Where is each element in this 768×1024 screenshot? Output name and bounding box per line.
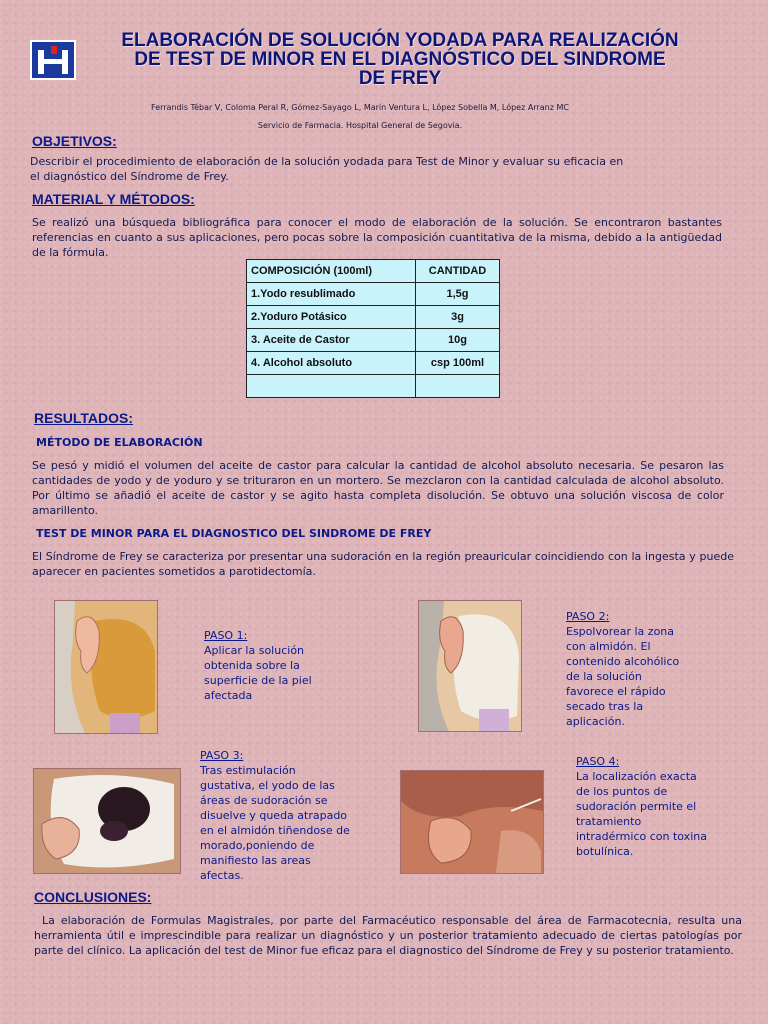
paso-4-line: de los puntos de xyxy=(576,785,668,798)
metodo-subheading: MÉTODO DE ELABORACIÓN xyxy=(36,436,203,449)
paso-2-line: aplicación. xyxy=(566,715,625,728)
paso-2-line: secado tras la xyxy=(566,700,644,713)
table-header-composicion: COMPOSICIÓN (100ml) xyxy=(247,260,416,283)
objetivos-line-1: Describir el procedimiento de elaboración de la solución yodada para Test de Minor y evaluar su eficacia en xyxy=(30,155,624,168)
paso-2-line: favorece el rápido xyxy=(566,685,666,698)
table-row xyxy=(247,306,500,329)
paso-1-line: superficie de la piel xyxy=(204,674,312,687)
authors: Ferrandis Tébar V, Coloma Peral R, Gómez-Sayago L, Marín Ventura L, López Sobella M, López Arranz MC xyxy=(151,103,569,112)
conclusiones-heading: CONCLUSIONES: xyxy=(34,889,152,905)
paso-3-line: morado,poniendo de xyxy=(200,839,315,852)
paso-4-title: PASO 4: xyxy=(576,755,620,768)
table-row xyxy=(247,283,500,306)
paso-2-line: Espolvorear la zona xyxy=(566,625,675,638)
material-heading: MATERIAL Y MÉTODOS: xyxy=(32,191,195,207)
table-cell: 2.Yoduro Potásico xyxy=(247,306,416,329)
resultados-heading: RESULTADOS: xyxy=(34,410,134,426)
paso-1-line: obtenida sobre la xyxy=(204,659,300,672)
title-line-1: ELABORACIÓN DE SOLUCIÓN YODADA PARA REALIZACIÓN xyxy=(121,30,679,51)
table-header-row xyxy=(247,260,500,283)
table-cell: csp 100ml xyxy=(416,352,500,375)
paso-3-line: manifiesto las areas xyxy=(200,854,311,867)
paso-4-line: La localización exacta xyxy=(576,770,697,783)
title-line-2: DE TEST DE MINOR EN EL DIAGNÓSTICO DEL SINDROME xyxy=(134,49,666,70)
paso-3-line: disuelve y queda atrapado xyxy=(200,809,348,822)
paso-1-line: Aplicar la solución xyxy=(204,644,305,657)
table-row xyxy=(247,329,500,352)
hospital-logo xyxy=(30,40,76,80)
test-minor-subheading: TEST DE MINOR PARA EL DIAGNOSTICO DEL SINDROME DE FREY xyxy=(36,527,432,540)
table-cell: 3. Aceite de Castor xyxy=(247,329,416,352)
table-cell xyxy=(247,375,416,398)
paso-4-line: tratamiento xyxy=(576,815,642,828)
paso-3-line: gustativa, el yodo de las xyxy=(200,779,335,792)
table-cell: 3g xyxy=(416,306,500,329)
paso-2 xyxy=(566,609,679,729)
table-cell: 10g xyxy=(416,329,500,352)
metodo-text: Se pesó y midió el volumen del aceite de castor para calcular la cantidad de alcohol absoluto necesaria. Se pesaron las cantidades de yodo y de yoduro y se trituraron en un mortero. Se mezclaron con la cantidad calculada de alcohol absoluto. Por último se añadió el aceite de castor y se agito hasta completa disolución. Se obtuvo una solución viscosa de color amarillento. xyxy=(32,459,724,517)
photo-paso-3 xyxy=(33,768,181,874)
table-cell: 1,5g xyxy=(416,283,500,306)
composition-table xyxy=(246,259,500,398)
objetivos-heading: OBJETIVOS: xyxy=(32,133,117,149)
title-line-3: DE FREY xyxy=(358,68,442,89)
table-row xyxy=(247,375,500,398)
paso-2-title: PASO 2: xyxy=(566,610,610,623)
paso-1-line: afectada xyxy=(204,689,253,702)
paso-3-line: áreas de sudoración se xyxy=(200,794,328,807)
paso-1-title: PASO 1: xyxy=(204,629,248,642)
paso-3-line: afectas. xyxy=(200,869,244,882)
paso-1 xyxy=(204,628,312,703)
paso-3 xyxy=(200,748,350,883)
table-header-cantidad: CANTIDAD xyxy=(416,260,500,283)
paso-3-line: en el almidón tiñendose de xyxy=(200,824,350,837)
paso-4 xyxy=(576,754,707,859)
table-cell: 1.Yodo resublimado xyxy=(247,283,416,306)
paso-2-line: de la solución xyxy=(566,670,642,683)
paso-4-line: sudoración permite el xyxy=(576,800,697,813)
objetivos-text xyxy=(30,154,730,184)
photo-paso-2 xyxy=(418,600,522,732)
service-affiliation: Servicio de Farmacia. Hospital General de Segovia. xyxy=(257,121,463,130)
paso-2-line: con almidón. El xyxy=(566,640,651,653)
paso-4-line: botulínica. xyxy=(576,845,634,858)
poster-title xyxy=(80,31,720,88)
photo-paso-4 xyxy=(400,770,544,874)
paso-2-line: contenido alcohólico xyxy=(566,655,680,668)
material-text: Se realizó una búsqueda bibliográfica para conocer el modo de elaboración de la solución. Se encontraron bastantes referencias en cuanto a sus aplicaciones, pero pocas sobre la composición cuantitativa de la misma, debido a la antigüedad de la fórmula. xyxy=(32,216,722,259)
objetivos-line-2: el diagnóstico del Síndrome de Frey. xyxy=(30,170,229,183)
table-cell: 4. Alcohol absoluto xyxy=(247,352,416,375)
conclusiones-text: La elaboración de Formulas Magistrales, por parte del Farmacéutico responsable del área de Farmacotecnia, resulta una herramienta útil e imprescindible para realizar un diagnóstico y un posterior tratamiento adecuado de ciertas patologías por parte del clínico. La aplicación del test de Minor fue eficaz para el diagnostico del Síndrome de Frey y su posterior tratamiento. xyxy=(34,914,742,957)
table-cell xyxy=(416,375,500,398)
photo-paso-1 xyxy=(54,600,158,734)
table-row xyxy=(247,352,500,375)
frey-description: El Síndrome de Frey se caracteriza por presentar una sudoración en la región preauricular coincidiendo con la ingesta y puede aparecer en pacientes sometidos a parotidectomía. xyxy=(32,550,734,578)
paso-4-line: intradérmico con toxina xyxy=(576,830,707,843)
paso-3-line: Tras estimulación xyxy=(200,764,296,777)
paso-3-title: PASO 3: xyxy=(200,749,244,762)
